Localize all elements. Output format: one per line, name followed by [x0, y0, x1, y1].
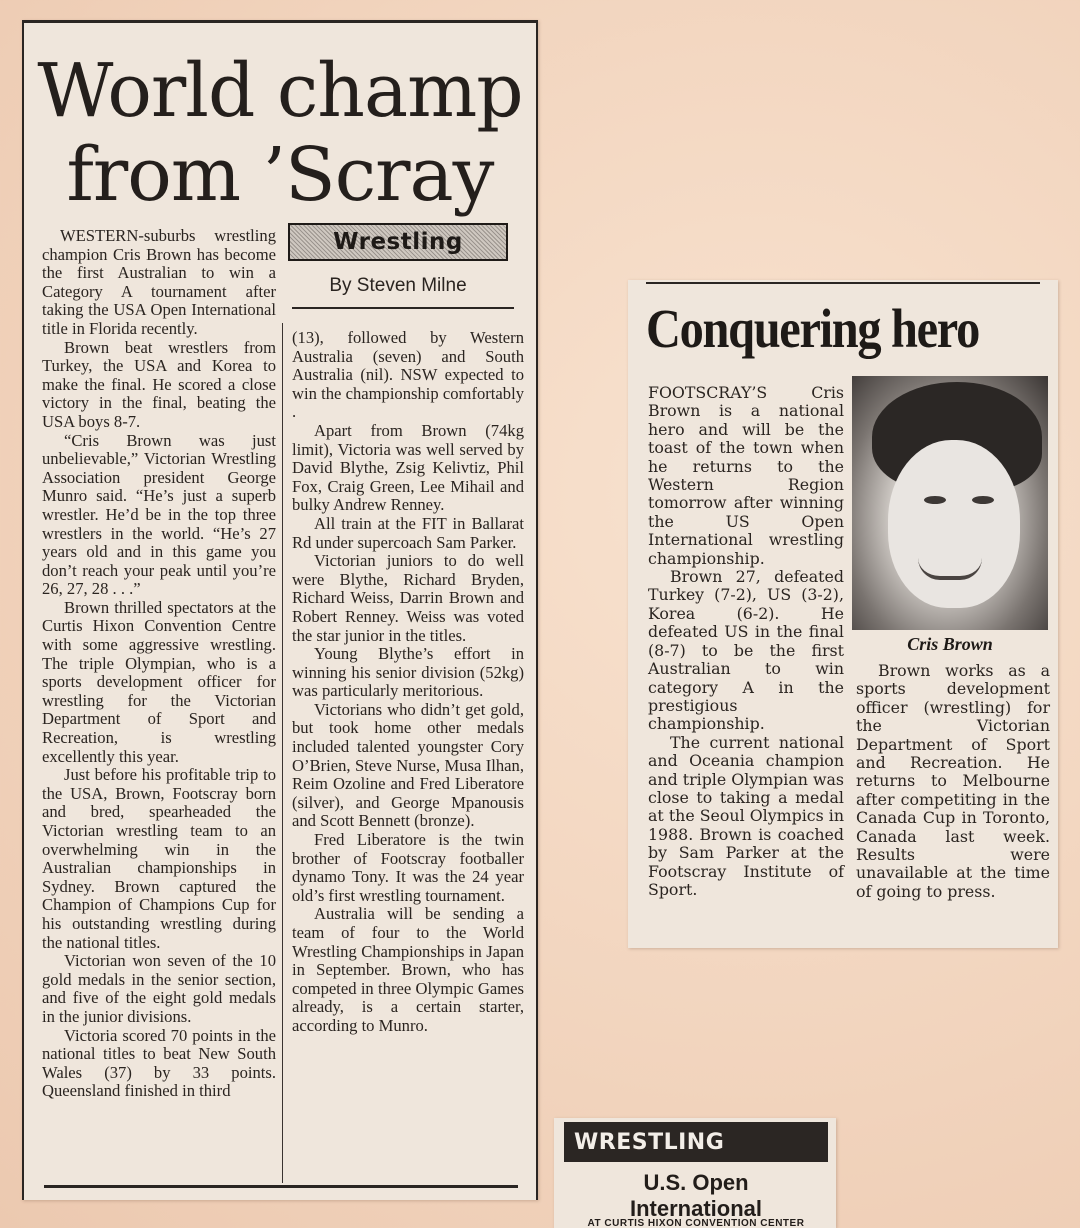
event-venue: AT CURTIS HIXON CONVENTION CENTER	[587, 1218, 805, 1228]
paragraph: The current national and Oceania champion and triple Olympian was close to taking a medal at the Seoul Olympics in 1988. Brown is coached by Sam Parker at the Footscray Institute of Sport.	[648, 732, 844, 899]
section-label-box	[288, 223, 508, 261]
article-column-2	[292, 329, 524, 1036]
event-clipping	[554, 1118, 836, 1228]
paragraph: WESTERN-suburbs wrestling champion Cris Brown has become the first Australian to win a Category A tournament after taking the USA Open International title in Florida recently.	[42, 226, 276, 338]
paragraph: (13), followed by Western Australia (seven) and South Australia (nil). NSW expected to win the championship comfortably .	[292, 328, 524, 422]
event-title-line2: International	[629, 1196, 762, 1221]
divider	[646, 282, 1040, 284]
headline-line1: World champ	[37, 48, 523, 134]
divider	[44, 1185, 518, 1188]
headline: Conquering hero	[646, 298, 979, 359]
portrait-photo	[852, 376, 1048, 630]
paragraph: Victorians who didn’t get gold, but took home other medals included talented youngster Cory O’Brien, Steve Nurse, Musa Ilhan, Reim Ozoline and Fred Liberatore (silver), and George Mpanousis and Scott Bennett (bronze).	[292, 699, 524, 831]
event-title	[564, 1170, 828, 1222]
paragraph: Victorian won seven of the 10 gold medals in the senior section, and five of the eight gold medals in the junior divisions.	[42, 951, 276, 1026]
paragraph: Apart from Brown (74kg limit), Victoria was well served by David Blythe, Zsig Kelivtiz, Phil Fox, Craig Green, Lee Mihail and bulky Andrew Renney.	[292, 420, 524, 515]
paragraph: Australia will be sending a team of four to the World Wrestling Championships in Japan in September. Brown, who has competed in three Olympic Games already, is a certain starter, according to Munro.	[292, 904, 524, 1035]
paragraph: Victoria scored 70 points in the national titles to beat New South Wales (37) by 33 points. Queensland finished in third	[42, 1025, 276, 1101]
article-column-1	[648, 384, 844, 899]
banner-label: WRESTLING	[574, 1129, 725, 1155]
article-clipping-conquering-hero	[628, 280, 1058, 948]
byline: By Steven Milne	[329, 275, 467, 296]
article-column-1	[42, 227, 276, 1101]
paragraph: Brown thrilled spectators at the Curtis Hixon Convention Centre with some aggressive wrestling. The triple Olympian, who is a sports development officer for wrestling for the Victorian Department of Sport and Recreation, is wrestling excellently this year.	[42, 597, 276, 766]
column-divider	[282, 323, 283, 1183]
paragraph: Brown 27, defeated Turkey (7-2), US (3-2), Korea (6-2). He defeated US in the final (8-7) to be the first Australian to win category A in the prestigious championship.	[648, 567, 844, 734]
paragraph: Brown beat wrestlers from Turkey, the USA and Korea to make the final. He scored a close victory in the final, beating the USA boys 8-7.	[42, 337, 276, 431]
section-label: Wrestling	[333, 229, 463, 255]
article-clipping-world-champ	[22, 20, 538, 1200]
paragraph: “Cris Brown was just unbelievable,” Victorian Wrestling Association president George Munro said. “He’s just a superb wrestler. He’d be in the top three wrestlers in the world. “He’s 27 years old and in this game you don’t reach your peak until you’re 26, 27, 28 . . .”	[42, 430, 276, 599]
paragraph: FOOTSCRAY’S Cris Brown is a national hero and will be the toast of the town when he returns to the Western Region tomorrow after winning the US Open International wrestling championship.	[648, 383, 844, 568]
article-column-2	[856, 662, 1050, 901]
paragraph: All train at the FIT in Ballarat Rd under supercoach Sam Parker.	[292, 513, 524, 552]
divider	[292, 307, 514, 309]
event-title-line1: U.S. Open	[643, 1170, 749, 1195]
paragraph: Brown works as a sports development officer (wrestling) for the Victorian Department of Sport and Recreation. He returns to Melbourne after competiting in the Canada Cup in Toronto, Canada last week. Results were unavailable at the time of going to press.	[856, 661, 1050, 901]
paragraph: Just before his profitable trip to the USA, Brown, Footscray born and bred, spearheaded the Victorian wrestling team to an overwhelming win in the Australian championships in Sydney. Brown captured the Champion of Champions Cup for his outstanding wrestling during the national titles.	[42, 765, 276, 952]
photo-caption: Cris Brown	[907, 634, 993, 654]
paragraph: Victorian juniors to do well were Blythe, Richard Bryden, Richard Weiss, Darrin Brown and Robert Renney. Weiss was voted the star junior in the titles.	[292, 551, 524, 645]
paragraph: Young Blythe’s effort in winning his senior division (52kg) was particularly meritorious.	[292, 644, 524, 701]
paragraph: Fred Liberatore is the twin brother of Footscray footballer dynamo Tony. It was the 24 year old’s first wrestling tournament.	[292, 830, 524, 905]
section-banner	[564, 1122, 828, 1162]
headline-line2: from ’Scray	[66, 132, 494, 218]
